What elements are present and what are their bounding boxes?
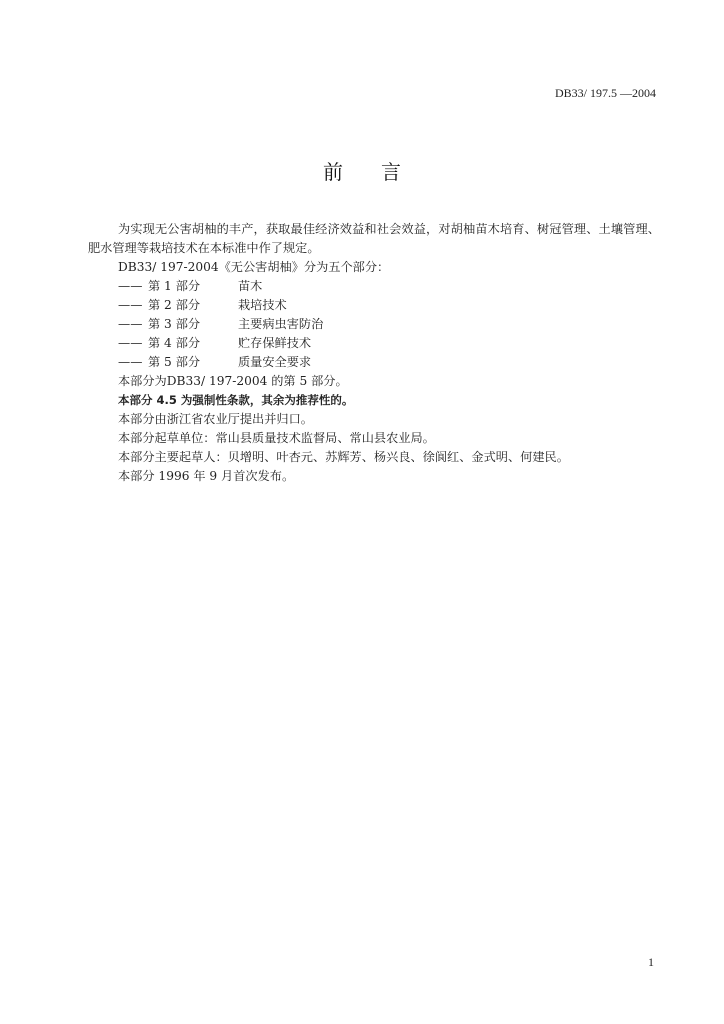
structure-line: DB33/ 197-2004《无公害胡柚》分为五个部分：: [118, 260, 390, 274]
part-item-1: [88, 277, 660, 296]
page-number: 1: [648, 955, 654, 969]
foreword-body: [88, 220, 660, 486]
part-name: 苗木: [238, 279, 263, 293]
page-title: [0, 156, 724, 185]
main-drafters: 本部分主要起草人：贝增明、叶杏元、苏辉芳、杨兴良、徐阆红、金式明、何建民。: [118, 450, 569, 464]
intro-paragraph: 为实现无公害胡柚的丰产，获取最佳经济效益和社会效益，对胡柚苗木培育、树冠管理、土壤管理、肥水管理等栽培技术在本标准中作了规定。: [88, 222, 660, 255]
standard-code: DB33/ 197.5 —2004: [554, 86, 656, 100]
part-statement: 本部分为DB33/ 197-2004 的第 5 部分。: [118, 374, 348, 388]
part-number: 第 3 部分: [148, 317, 201, 331]
proposer-statement: 本部分由浙江省农业厅提出并归口。: [118, 412, 313, 426]
mandatory-clause-statement: 本部分 4.5 为强制性条款，其余为推荐性的。: [118, 393, 354, 407]
part-dash: ——: [118, 279, 143, 293]
part-name: 栽培技术: [238, 298, 287, 312]
part-number: 第 4 部分: [148, 336, 201, 350]
part-item-5: [88, 353, 660, 372]
title-char-1: 前: [323, 160, 343, 184]
part-name: 贮存保鲜技术: [238, 336, 312, 350]
first-issue-statement: 本部分 1996 年 9 月首次发布。: [118, 469, 295, 483]
part-dash: ——: [118, 298, 143, 312]
part-dash: ——: [118, 336, 143, 350]
part-number: 第 1 部分: [148, 279, 201, 293]
part-number: 第 5 部分: [148, 355, 201, 369]
part-dash: ——: [118, 317, 143, 331]
part-dash: ——: [118, 355, 143, 369]
part-item-3: [88, 315, 660, 334]
part-name: 主要病虫害防治: [238, 317, 324, 331]
part-item-2: [88, 296, 660, 315]
part-number: 第 2 部分: [148, 298, 201, 312]
title-char-2: 言: [381, 160, 401, 184]
drafting-units: 本部分起草单位：常山县质量技术监督局、常山县农业局。: [118, 431, 435, 445]
part-name: 质量安全要求: [238, 355, 312, 369]
part-item-4: [88, 334, 660, 353]
